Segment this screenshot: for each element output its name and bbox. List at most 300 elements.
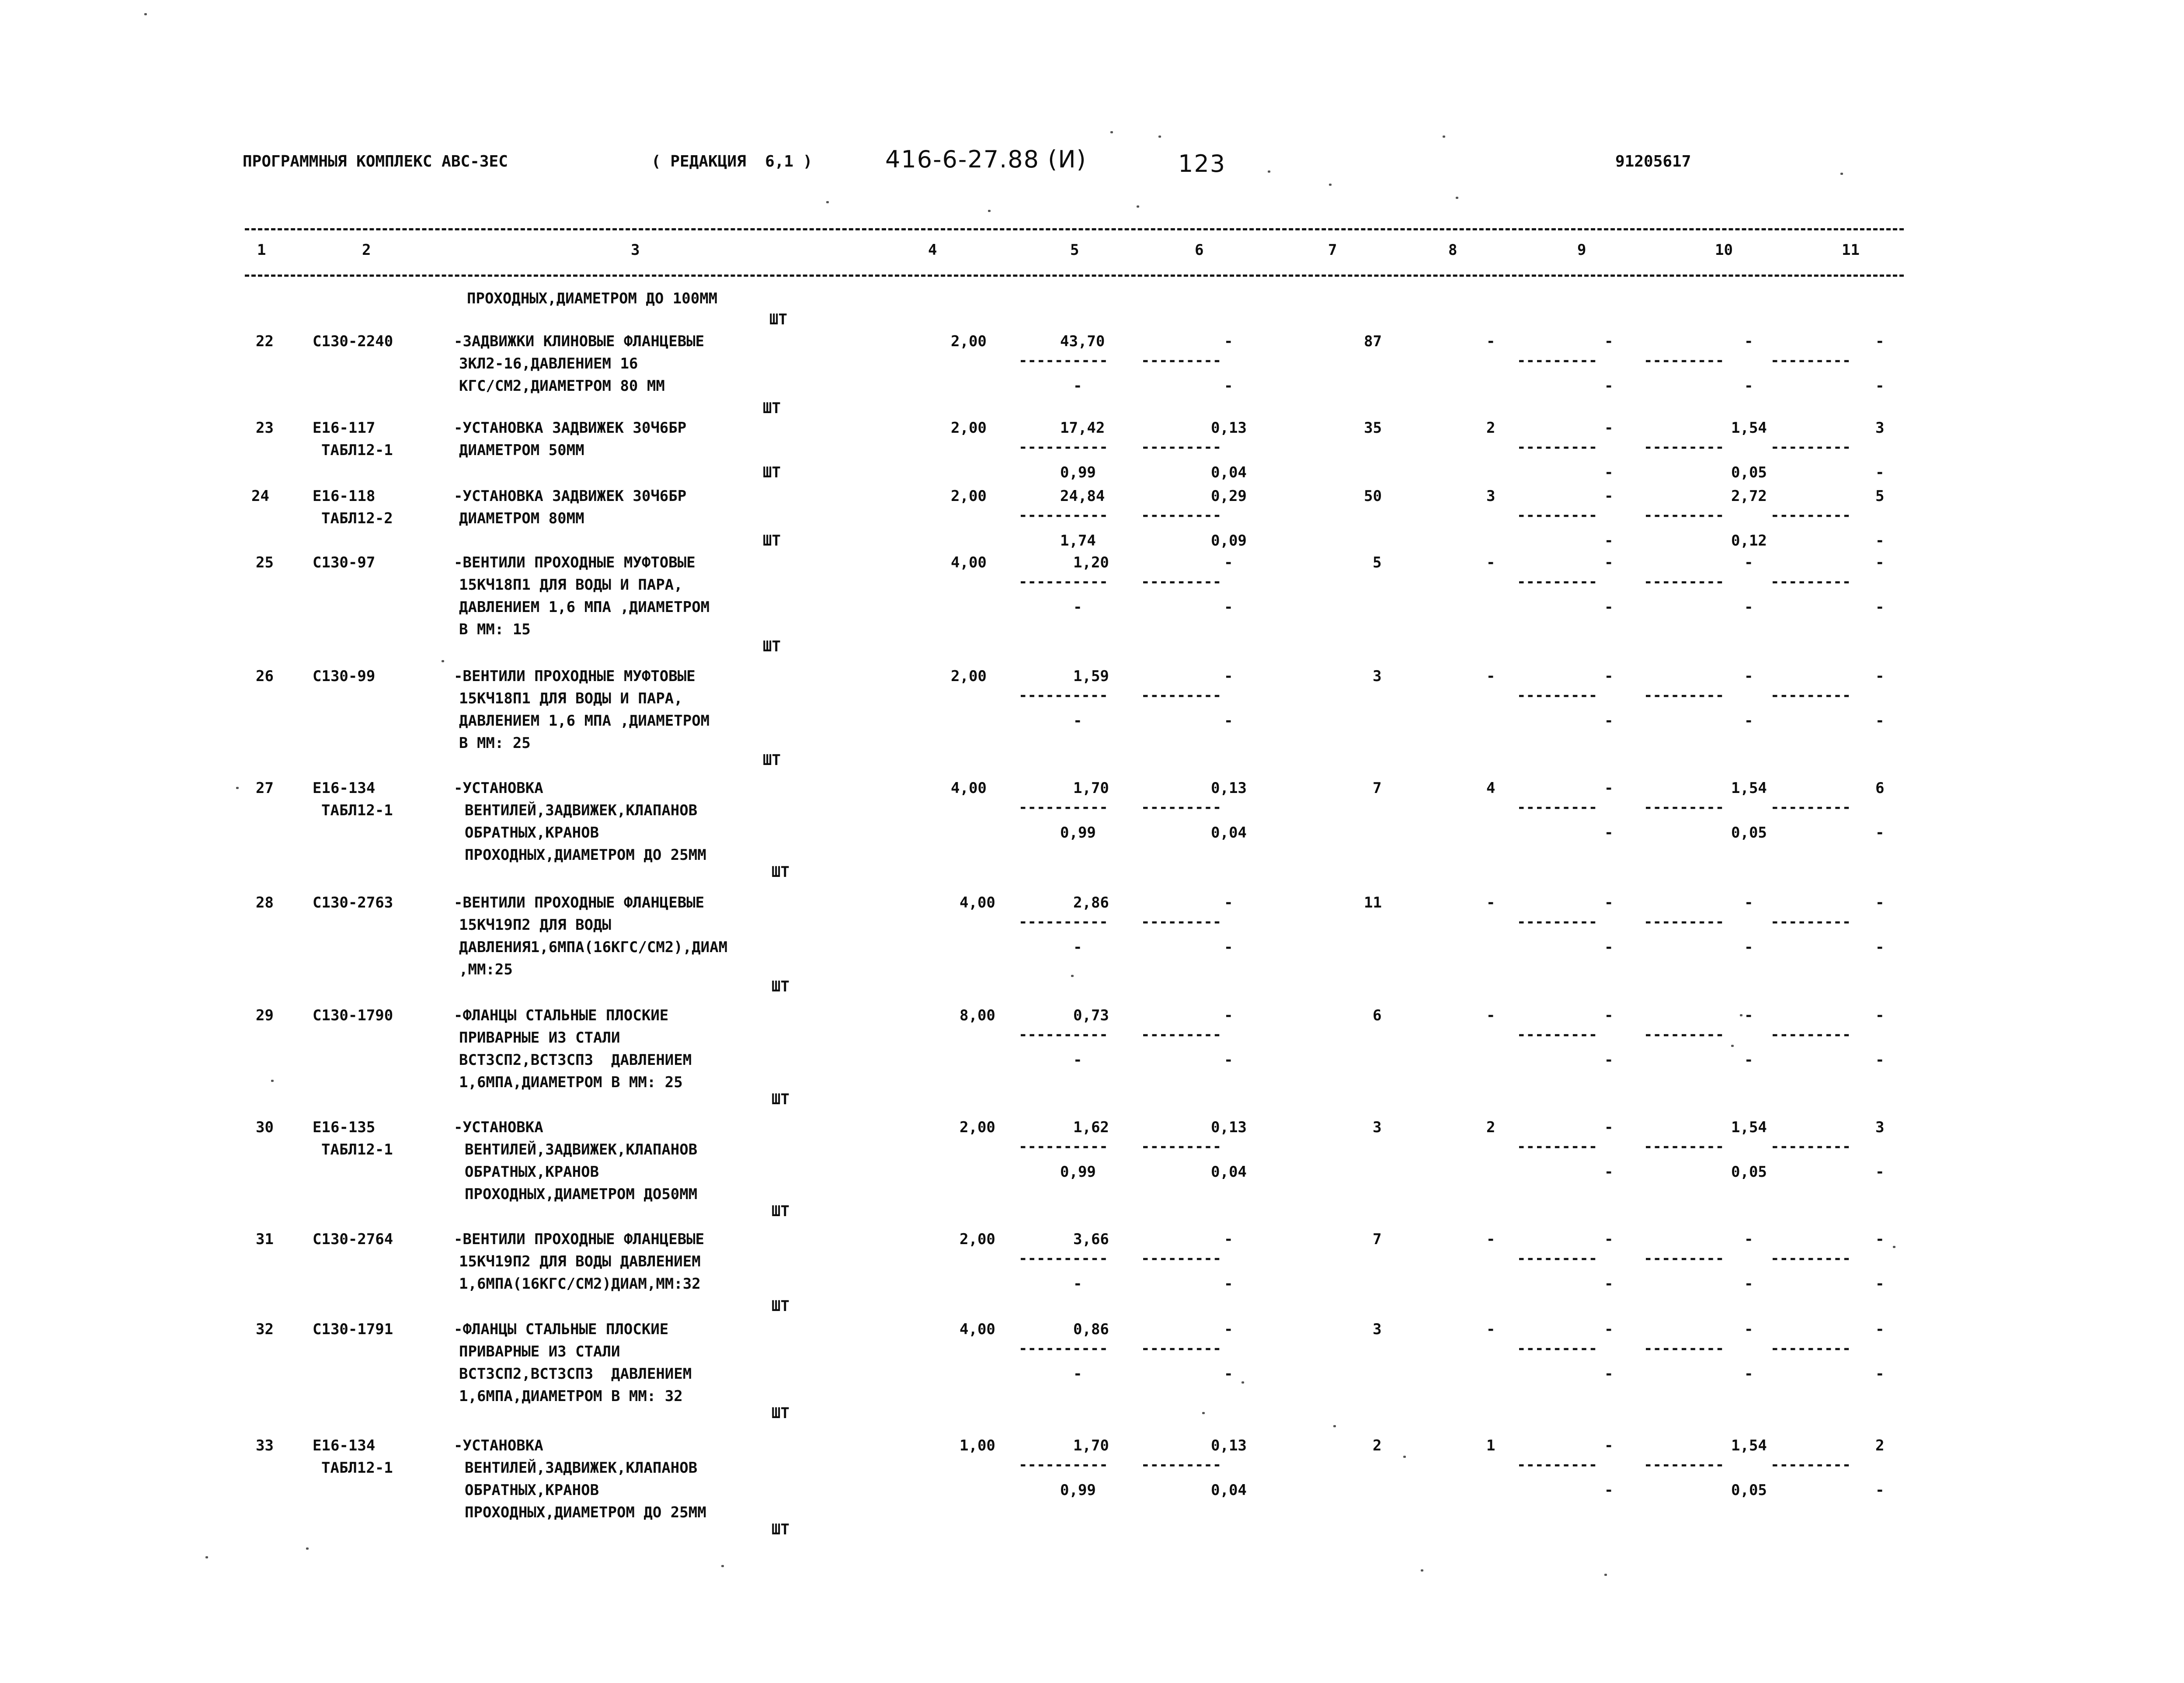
- row-number: 28: [256, 894, 274, 911]
- value-col6: -: [1224, 894, 1233, 911]
- quantity: 2,00: [951, 333, 987, 350]
- separator-col9: ---------: [1517, 1250, 1598, 1267]
- value-col7: 3: [1373, 668, 1382, 685]
- value-col6-secondary: 0,04: [1211, 1481, 1247, 1499]
- separator-col10: ---------: [1644, 1138, 1725, 1155]
- column-number: 1: [257, 241, 266, 259]
- scan-speck: [306, 1547, 309, 1550]
- scan-speck: [1333, 1425, 1336, 1427]
- value-col9-secondary: -: [1604, 377, 1614, 395]
- resource-code: Е16-134: [313, 1437, 376, 1454]
- description-line: ВЕНТИЛЕЙ,ЗАДВИЖЕК,КЛАПАНОВ: [465, 1141, 698, 1158]
- value-col8: -: [1486, 554, 1495, 571]
- resource-code: С130-2764: [313, 1231, 393, 1248]
- separator-col5: ----------: [1019, 913, 1108, 931]
- description-line: -ВЕНТИЛИ ПРОХОДНЫЕ ФЛАНЦЕВЫЕ: [454, 894, 705, 911]
- row-number: 30: [256, 1119, 274, 1136]
- value-col8: -: [1486, 668, 1495, 685]
- value-col10: 1,54: [1731, 419, 1767, 437]
- scan-speck: [236, 787, 239, 789]
- scan-speck: [1242, 1381, 1244, 1384]
- value-col9-secondary: -: [1604, 1051, 1614, 1069]
- separator-col10: ---------: [1644, 913, 1725, 931]
- value-col11: 6: [1875, 779, 1885, 797]
- value-col6: 0,13: [1211, 779, 1247, 797]
- description-line: ОБРАТНЫХ,КРАНОВ: [465, 824, 599, 842]
- scan-speck: [1893, 1246, 1895, 1248]
- value-col6: -: [1224, 1231, 1233, 1248]
- quantity: 2,00: [951, 668, 987, 685]
- value-col6: 0,13: [1211, 1437, 1247, 1454]
- value-col9-secondary: -: [1604, 1163, 1614, 1181]
- scan-speck: [144, 13, 147, 15]
- separator-col11: ---------: [1770, 1340, 1851, 1357]
- resource-table-ref: ТАБЛ12-1: [321, 1459, 393, 1477]
- separator-col5: ----------: [1019, 1250, 1108, 1267]
- resource-table-ref: ТАБЛ12-1: [321, 442, 393, 459]
- column-number: 4: [928, 241, 937, 259]
- quantity: 4,00: [951, 779, 987, 797]
- value-col11: 5: [1875, 487, 1885, 505]
- value-col6-secondary: -: [1224, 1365, 1233, 1383]
- description-line: ВСТ3СП2,ВСТ3СП3 ДАВЛЕНИЕМ: [459, 1365, 692, 1383]
- value-col10-secondary: 0,05: [1731, 1163, 1767, 1181]
- unit-label: ШТ: [772, 978, 789, 995]
- unit-label: ШТ: [763, 751, 781, 769]
- value-col11: -: [1875, 1007, 1885, 1024]
- column-number: 2: [362, 241, 371, 259]
- description-line: ПРОХОДНЫХ,ДИАМЕТРОМ ДО 25ММ: [465, 1504, 706, 1521]
- value-col9-secondary: -: [1604, 1275, 1614, 1293]
- value-col8: -: [1486, 1321, 1495, 1338]
- value-col9: -: [1604, 554, 1614, 571]
- scan-speck: [1443, 136, 1445, 138]
- value-col10-secondary: 0,05: [1731, 824, 1767, 842]
- value-col5-secondary: -: [1073, 598, 1082, 616]
- value-col11: -: [1875, 894, 1885, 911]
- value-col7: 2: [1373, 1437, 1382, 1454]
- row-number: 22: [256, 333, 274, 350]
- separator-col5: ----------: [1019, 1138, 1108, 1155]
- scan-speck: [1421, 1569, 1423, 1572]
- separator-col5: ----------: [1019, 507, 1108, 524]
- scan-speck: [1740, 1014, 1742, 1016]
- separator-col9: ---------: [1517, 1456, 1598, 1474]
- value-col6: 0,13: [1211, 419, 1247, 437]
- value-col9: -: [1604, 894, 1614, 911]
- value-col8: 2: [1486, 1119, 1495, 1136]
- description-line: ОБРАТНЫХ,КРАНОВ: [465, 1481, 599, 1499]
- separator-col6: ---------: [1141, 1456, 1222, 1474]
- value-col9: -: [1604, 487, 1614, 505]
- resource-table-ref: ТАБЛ12-1: [321, 1141, 393, 1158]
- scan-speck: [205, 1556, 208, 1558]
- value-col10: -: [1744, 554, 1753, 571]
- separator-col6: ---------: [1141, 1138, 1222, 1155]
- value-col5: 43,70: [1060, 333, 1105, 350]
- description-line: -ЗАДВИЖКИ КЛИНОВЫЕ ФЛАНЦЕВЫЕ: [454, 333, 705, 350]
- unit-label: ШТ: [772, 863, 789, 881]
- scan-speck: [271, 1080, 274, 1082]
- unit-label: ШТ: [772, 1091, 789, 1108]
- value-col6: -: [1224, 554, 1233, 571]
- continuation-unit: ШТ: [769, 311, 787, 328]
- separator-col11: ---------: [1770, 573, 1851, 591]
- separator-col6: ---------: [1141, 507, 1222, 524]
- resource-code: С130-2763: [313, 894, 393, 911]
- value-col11: -: [1875, 1231, 1885, 1248]
- separator-col11: ---------: [1770, 507, 1851, 524]
- description-line: 15КЧ18П1 ДЛЯ ВОДЫ И ПАРА,: [459, 690, 683, 707]
- separator-col9: ---------: [1517, 573, 1598, 591]
- quantity: 4,00: [960, 1321, 995, 1338]
- separator-col6: ---------: [1141, 1340, 1222, 1357]
- resource-code: С130-1791: [313, 1321, 393, 1338]
- value-col5-secondary: -: [1073, 712, 1082, 730]
- column-number: 7: [1328, 241, 1337, 259]
- edition-label: ( РЕДАКЦИЯ 6,1 ): [651, 153, 813, 170]
- scan-speck: [988, 210, 991, 212]
- value-col9: -: [1604, 333, 1614, 350]
- unit-label: ШТ: [763, 638, 781, 655]
- description-line: -УСТАНОВКА: [454, 1119, 543, 1136]
- quantity: 4,00: [960, 894, 995, 911]
- value-col8: 3: [1486, 487, 1495, 505]
- description-line: ДАВЛЕНИЯ1,6МПА(16КГС/СМ2),ДИАМ: [459, 939, 728, 956]
- description-line: 15КЧ19П2 ДЛЯ ВОДЫ ДАВЛЕНИЕМ: [459, 1253, 701, 1270]
- column-number: 8: [1448, 241, 1457, 259]
- value-col7: 3: [1373, 1321, 1382, 1338]
- column-number: 5: [1070, 241, 1079, 259]
- separator-col6: ---------: [1141, 1250, 1222, 1267]
- value-col8: 4: [1486, 779, 1495, 797]
- value-col10-secondary: -: [1744, 598, 1753, 616]
- value-col10: -: [1744, 1231, 1753, 1248]
- separator-col9: ---------: [1517, 1340, 1598, 1357]
- description-line: ПРИВАРНЫЕ ИЗ СТАЛИ: [459, 1343, 620, 1360]
- row-number: 25: [256, 554, 274, 571]
- value-col11: -: [1875, 668, 1885, 685]
- value-col7: 3: [1373, 1119, 1382, 1136]
- separator-col9: ---------: [1517, 438, 1598, 456]
- separator-col11: ---------: [1770, 1026, 1851, 1043]
- handwritten-doc-code: 416-6-27.88 (И): [885, 146, 1087, 173]
- value-col6: -: [1224, 1007, 1233, 1024]
- resource-code: С130-99: [313, 668, 376, 685]
- resource-code: Е16-118: [313, 487, 376, 505]
- value-col11-secondary: -: [1875, 464, 1885, 481]
- value-col9: -: [1604, 1119, 1614, 1136]
- row-number: 31: [256, 1231, 274, 1248]
- value-col9: -: [1604, 1437, 1614, 1454]
- resource-code: Е16-135: [313, 1119, 376, 1136]
- value-col11-secondary: -: [1875, 598, 1885, 616]
- value-col9: -: [1604, 668, 1614, 685]
- value-col7: 5: [1373, 554, 1382, 571]
- value-col5-secondary: 0,99: [1060, 1163, 1096, 1181]
- description-line: В ММ: 25: [459, 734, 531, 752]
- value-col5: 17,42: [1060, 419, 1105, 437]
- column-number: 9: [1577, 241, 1586, 259]
- separator-col11: ---------: [1770, 687, 1851, 704]
- separator-col10: ---------: [1644, 799, 1725, 816]
- description-line: ЗКЛ2-16,ДАВЛЕНИЕМ 16: [459, 355, 638, 372]
- value-col10: -: [1744, 668, 1753, 685]
- value-col7: 7: [1373, 1231, 1382, 1248]
- quantity: 2,00: [960, 1231, 995, 1248]
- value-col5: 0,73: [1073, 1007, 1109, 1024]
- value-col9-secondary: -: [1604, 532, 1614, 549]
- value-col7: 6: [1373, 1007, 1382, 1024]
- separator-col11: ---------: [1770, 1250, 1851, 1267]
- value-col11-secondary: -: [1875, 1275, 1885, 1293]
- description-line: ДИАМЕТРОМ 50ММ: [459, 442, 584, 459]
- separator-col6: ---------: [1141, 352, 1222, 369]
- row-number: 29: [256, 1007, 274, 1024]
- separator-col6: ---------: [1141, 913, 1222, 931]
- value-col7: 35: [1364, 419, 1382, 437]
- column-number: 11: [1842, 241, 1860, 259]
- separator-col9: ---------: [1517, 1138, 1598, 1155]
- separator-col9: ---------: [1517, 913, 1598, 931]
- description-line: -ВЕНТИЛИ ПРОХОДНЫЕ МУФТОВЫЕ: [454, 554, 696, 571]
- description-line: -ФЛАНЦЫ СТАЛЬНЫЕ ПЛОСКИЕ: [454, 1007, 669, 1024]
- separator-col5: ----------: [1019, 352, 1108, 369]
- separator-col5: ----------: [1019, 1456, 1108, 1474]
- resource-code: Е16-134: [313, 779, 376, 797]
- doc-id: 91205617: [1615, 153, 1691, 170]
- scan-speck: [1202, 1412, 1205, 1414]
- description-line: 1,6МПА(16КГС/СМ2)ДИАМ,ММ:32: [459, 1275, 701, 1293]
- separator-col11: ---------: [1770, 438, 1851, 456]
- resource-code: С130-1790: [313, 1007, 393, 1024]
- separator-col10: ---------: [1644, 507, 1725, 524]
- scan-speck: [1137, 205, 1139, 208]
- value-col6: -: [1224, 1321, 1233, 1338]
- separator-col5: ----------: [1019, 573, 1108, 591]
- value-col6-secondary: 0,04: [1211, 824, 1247, 842]
- value-col10-secondary: -: [1744, 939, 1753, 956]
- quantity: 8,00: [960, 1007, 995, 1024]
- value-col8: -: [1486, 1231, 1495, 1248]
- value-col6-secondary: -: [1224, 712, 1233, 730]
- value-col9-secondary: -: [1604, 1365, 1614, 1383]
- value-col5-secondary: 0,99: [1060, 824, 1096, 842]
- value-col10: -: [1744, 1321, 1753, 1338]
- description-line: ПРОХОДНЫХ,ДИАМЕТРОМ ДО 25ММ: [465, 846, 706, 864]
- value-col6: -: [1224, 668, 1233, 685]
- value-col5: 24,84: [1060, 487, 1105, 505]
- column-number: 10: [1715, 241, 1733, 259]
- quantity: 2,00: [960, 1119, 995, 1136]
- value-col11: -: [1875, 554, 1885, 571]
- description-line: -ФЛАНЦЫ СТАЛЬНЫЕ ПЛОСКИЕ: [454, 1321, 669, 1338]
- column-number: 6: [1195, 241, 1204, 259]
- resource-code: С130-97: [313, 554, 376, 571]
- value-col6-secondary: -: [1224, 377, 1233, 395]
- value-col7: 50: [1364, 487, 1382, 505]
- row-number: 23: [256, 419, 274, 437]
- value-col6: -: [1224, 333, 1233, 350]
- value-col10-secondary: -: [1744, 377, 1753, 395]
- separator-col6: ---------: [1141, 1026, 1222, 1043]
- description-line: ДИАМЕТРОМ 80ММ: [459, 510, 584, 527]
- value-col11-secondary: -: [1875, 1051, 1885, 1069]
- separator-col9: ---------: [1517, 507, 1598, 524]
- value-col10: -: [1744, 333, 1753, 350]
- value-col9-secondary: -: [1604, 464, 1614, 481]
- description-line: ВСТ3СП2,ВСТ3СП3 ДАВЛЕНИЕМ: [459, 1051, 692, 1069]
- value-col11-secondary: -: [1875, 712, 1885, 730]
- description-line: КГС/СМ2,ДИАМЕТРОМ 80 ММ: [459, 377, 665, 395]
- separator-col10: ---------: [1644, 438, 1725, 456]
- value-col9-secondary: -: [1604, 598, 1614, 616]
- unit-label: ШТ: [763, 532, 781, 549]
- value-col6-secondary: 0,04: [1211, 464, 1247, 481]
- value-col7: 11: [1364, 894, 1382, 911]
- separator-col6: ---------: [1141, 799, 1222, 816]
- value-col5-secondary: -: [1073, 939, 1082, 956]
- value-col8: -: [1486, 894, 1495, 911]
- row-number: 33: [256, 1437, 274, 1454]
- value-col5-secondary: -: [1073, 1275, 1082, 1293]
- value-col10: 2,72: [1731, 487, 1767, 505]
- program-title: ПРОГРАММНЫЯ КОМПЛЕКС АВС-3ЕС: [243, 153, 508, 170]
- separator-col5: ----------: [1019, 1026, 1108, 1043]
- value-col5: 1,70: [1073, 779, 1109, 797]
- value-col6-secondary: 0,04: [1211, 1163, 1247, 1181]
- description-line: -ВЕНТИЛИ ПРОХОДНЫЕ МУФТОВЫЕ: [454, 668, 696, 685]
- separator-col10: ---------: [1644, 352, 1725, 369]
- value-col11-secondary: -: [1875, 1365, 1885, 1383]
- value-col11-secondary: -: [1875, 532, 1885, 549]
- value-col11-secondary: -: [1875, 824, 1885, 842]
- value-col10-secondary: -: [1744, 1275, 1753, 1293]
- quantity: 4,00: [951, 554, 987, 571]
- value-col5-secondary: -: [1073, 1365, 1082, 1383]
- handwritten-page-number: 123: [1178, 150, 1226, 177]
- value-col7: 87: [1364, 333, 1382, 350]
- quantity: 2,00: [951, 419, 987, 437]
- scan-speck: [1731, 1045, 1734, 1047]
- value-col9-secondary: -: [1604, 824, 1614, 842]
- scan-speck: [1268, 170, 1270, 173]
- column-number: 3: [631, 241, 640, 259]
- header-rule-top: [245, 228, 1904, 230]
- separator-col11: ---------: [1770, 1456, 1851, 1474]
- description-line: -УСТАНОВКА ЗАДВИЖЕК 30Ч6БР: [454, 419, 687, 437]
- separator-col9: ---------: [1517, 352, 1598, 369]
- value-col5: 1,62: [1073, 1119, 1109, 1136]
- resource-table-ref: ТАБЛ12-2: [321, 510, 393, 527]
- value-col6: 0,13: [1211, 1119, 1247, 1136]
- resource-code: Е16-117: [313, 419, 376, 437]
- value-col9-secondary: -: [1604, 939, 1614, 956]
- scan-speck: [826, 201, 829, 203]
- value-col6-secondary: -: [1224, 598, 1233, 616]
- quantity: 1,00: [960, 1437, 995, 1454]
- description-line: 1,6МПА,ДИАМЕТРОМ В ММ: 32: [459, 1387, 683, 1405]
- value-col10-secondary: -: [1744, 712, 1753, 730]
- value-col9: -: [1604, 1007, 1614, 1024]
- value-col10-secondary: -: [1744, 1051, 1753, 1069]
- separator-col6: ---------: [1141, 573, 1222, 591]
- separator-col10: ---------: [1644, 573, 1725, 591]
- description-line: -УСТАНОВКА: [454, 1437, 543, 1454]
- description-line: ПРИВАРНЫЕ ИЗ СТАЛИ: [459, 1029, 620, 1047]
- separator-col10: ---------: [1644, 687, 1725, 704]
- unit-label: ШТ: [763, 400, 781, 417]
- value-col9: -: [1604, 779, 1614, 797]
- resource-code: С130-2240: [313, 333, 393, 350]
- value-col10: -: [1744, 894, 1753, 911]
- value-col5-secondary: 1,74: [1060, 532, 1096, 549]
- description-line: ОБРАТНЫХ,КРАНОВ: [465, 1163, 599, 1181]
- value-col8: -: [1486, 333, 1495, 350]
- separator-col5: ----------: [1019, 438, 1108, 456]
- value-col11-secondary: -: [1875, 377, 1885, 395]
- value-col11: 2: [1875, 1437, 1885, 1454]
- unit-label: ШТ: [772, 1521, 789, 1538]
- value-col11: 3: [1875, 1119, 1885, 1136]
- separator-col11: ---------: [1770, 1138, 1851, 1155]
- separator-col10: ---------: [1644, 1456, 1725, 1474]
- unit-label: ШТ: [772, 1297, 789, 1315]
- value-col9: -: [1604, 419, 1614, 437]
- description-line: ПРОХОДНЫХ,ДИАМЕТРОМ ДО50ММ: [465, 1186, 698, 1203]
- value-col8: -: [1486, 1007, 1495, 1024]
- scan-speck: [1840, 173, 1843, 175]
- value-col5-secondary: 0,99: [1060, 1481, 1096, 1499]
- separator-col5: ----------: [1019, 687, 1108, 704]
- separator-col9: ---------: [1517, 687, 1598, 704]
- description-line: ,ММ:25: [459, 961, 513, 978]
- separator-col9: ---------: [1517, 799, 1598, 816]
- scan-speck: [1604, 1574, 1607, 1576]
- row-number: 24: [251, 487, 269, 505]
- unit-label: ШТ: [772, 1405, 789, 1422]
- value-col11: -: [1875, 333, 1885, 350]
- description-line: ВЕНТИЛЕЙ,ЗАДВИЖЕК,КЛАПАНОВ: [465, 802, 698, 819]
- value-col10-secondary: -: [1744, 1365, 1753, 1383]
- description-line: ВЕНТИЛЕЙ,ЗАДВИЖЕК,КЛАПАНОВ: [465, 1459, 698, 1477]
- separator-col10: ---------: [1644, 1026, 1725, 1043]
- value-col11-secondary: -: [1875, 939, 1885, 956]
- description-line: ДАВЛЕНИЕМ 1,6 МПА ,ДИАМЕТРОМ: [459, 712, 710, 730]
- scan-speck: [442, 660, 444, 662]
- value-col11: -: [1875, 1321, 1885, 1338]
- value-col9-secondary: -: [1604, 712, 1614, 730]
- scan-speck: [1456, 197, 1458, 199]
- separator-col11: ---------: [1770, 799, 1851, 816]
- value-col10: 1,54: [1731, 779, 1767, 797]
- value-col10: 1,54: [1731, 1119, 1767, 1136]
- value-col5: 1,20: [1073, 554, 1109, 571]
- value-col9-secondary: -: [1604, 1481, 1614, 1499]
- value-col6-secondary: 0,09: [1211, 532, 1247, 549]
- description-line: 15КЧ18П1 ДЛЯ ВОДЫ И ПАРА,: [459, 576, 683, 594]
- scan-speck: [1158, 136, 1161, 138]
- row-number: 27: [256, 779, 274, 797]
- value-col7: 7: [1373, 779, 1382, 797]
- description-line: -УСТАНОВКА: [454, 779, 543, 797]
- scan-speck: [1329, 184, 1332, 186]
- value-col5-secondary: -: [1073, 1051, 1082, 1069]
- separator-col11: ---------: [1770, 913, 1851, 931]
- value-col5: 0,86: [1073, 1321, 1109, 1338]
- unit-label: ШТ: [763, 464, 781, 481]
- value-col5: 2,86: [1073, 894, 1109, 911]
